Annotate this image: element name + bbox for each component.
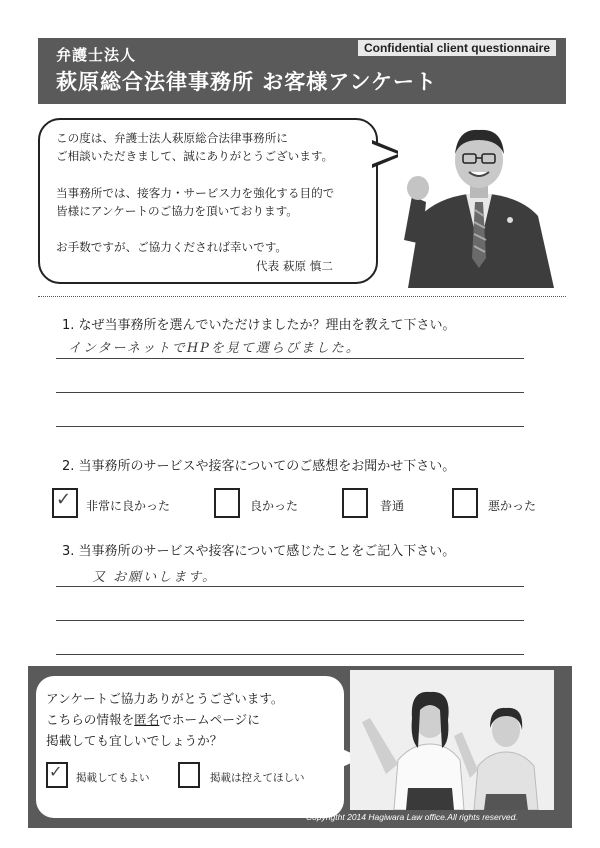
checkbox-decline-publish[interactable] [178,762,200,788]
representative-photo [398,120,560,288]
answer-line [56,586,524,587]
option-very-good-label: 非常に良かった [86,499,171,513]
intro-line-1: この度は、弁護士法人萩原総合法律事務所に [56,131,288,145]
check-mark: ✓ [56,489,72,510]
answer-line [56,620,524,621]
answer-line [56,392,524,393]
firm-type-label: 弁護士法人 [56,46,137,64]
answer-1-handwriting[interactable]: インターネットでHPを見て選らびました。 [68,341,361,356]
question-2: 2. 当事務所のサービスや接客についてのご感想をお聞かせ下さい。 [62,459,456,474]
section-divider [38,296,566,297]
page-title: 萩原総合法律事務所 お客様アンケート [56,70,438,94]
answer-3-handwriting[interactable]: 又 お願いします。 [92,570,218,585]
consent-line-1: アンケートご協力ありがとうございます。 [46,691,284,706]
checkbox-bad[interactable] [452,488,478,518]
checkbox-good[interactable] [214,488,240,518]
answer-line [56,358,524,359]
anonymous-emphasis: 匿名 [134,712,160,727]
intro-line-3: 当事務所では、接客力・サービス力を強化する目的で [56,186,335,200]
staff-photo [350,670,554,810]
english-title: Confidential client questionnaire [358,40,556,56]
answer-line [56,426,524,427]
question-3: 3. 当事務所のサービスや接客について感じたことをご記入下さい。 [62,544,456,559]
consent-check-mark: ✓ [49,762,63,781]
intro-line-5: お手数ですが、ご協力くだされば幸いです。 [56,240,287,254]
option-average-label: 普通 [380,499,405,513]
question-1: 1. なぜ当事務所を選んでいただけましたか？理由を教えて下さい。 [62,318,456,333]
consent-line-2: こちらの情報を匿名でホームページに [46,712,260,727]
option-decline-publish-label: 掲載は控えてほしい [210,772,305,784]
answer-line [56,654,524,655]
copyright-notice: Copyrigtht 2014 Hagiwara Law office.All rights reserved. [306,812,518,822]
representative-signature: 代表 萩原 慎二 [256,259,333,273]
option-good-label: 良かった [250,499,299,513]
intro-line-2: ご相談いただきまして、誠にありがとうございます。 [56,149,334,163]
option-allow-publish-label: 掲載してもよい [76,772,150,784]
checkbox-average[interactable] [342,488,368,518]
intro-line-4: 皆様にアンケートのご協力を頂いております。 [56,204,298,218]
consent-line-3: 掲載しても宜しいでしょうか？ [46,733,223,748]
option-bad-label: 悪かった [488,499,537,513]
